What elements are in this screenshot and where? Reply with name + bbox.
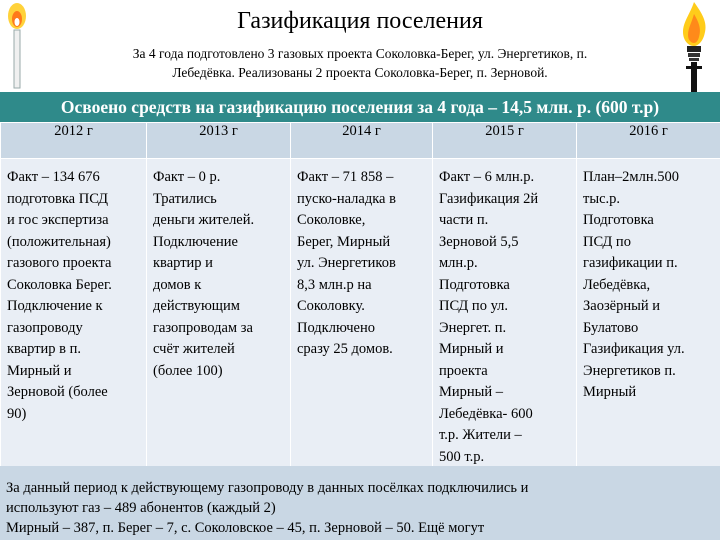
cell-line: Мирный и [7,362,72,379]
cell-line: ПСД по ул. [439,298,509,314]
cell-line: тыс.р. [583,190,621,207]
cell-line: домов к [153,276,202,293]
cell-line: квартир в п. [7,341,82,357]
cell-line: 8,3 млн.р на [297,276,372,293]
cell-line: пуско-наладка в [297,190,396,207]
cell-line: Берег, Мирный [297,233,391,250]
cell-line: Подготовка [439,276,510,293]
footer-line-1: За данный период к действующему газопроводу в данных посёлках подключились и [6,480,529,496]
cell-2014 [291,159,433,469]
cell-line: Энергет. п. [439,319,507,336]
cell-line: (более 100) [153,362,223,379]
cell-line: Факт – 134 676 [7,169,100,185]
cell-line: Зерновой 5,5 [439,233,519,250]
cell-line: Газификация ул. [583,341,685,357]
cell-2012 [1,159,147,469]
cell-line: млн.р. [439,255,478,271]
cell-line: Энергетиков п. [583,362,676,379]
cell-line: подготовка ПСД [7,190,109,207]
cell-line: Зерновой (более [7,384,108,400]
cell-line: 500 т.р. [439,448,485,465]
cell-line: газопроводам за [153,319,253,336]
year-2012-header: 2012 г [1,123,147,159]
cell-line: Мирный [583,384,637,400]
slide-header [0,0,720,92]
details-row [1,159,720,469]
cell-line: (положительная) [7,233,111,250]
summary-footer [0,466,720,540]
cell-line: Тратились [153,190,217,207]
year-2015-header: 2015 г [433,123,577,159]
yearly-table [0,122,720,469]
year-2016-header: 2016 г [577,123,720,159]
cell-line: сразу 25 домов. [297,341,393,357]
footer-line-2: используют газ – 489 абонентов (каждый 2) [6,500,276,516]
funding-banner: Освоено средств на газификацию поселения за 4 года – 14,5 млн. р. (600 т.р) [0,92,720,122]
page-subtitle [70,44,650,82]
cell-line: деньги жителей. [153,212,255,228]
cell-line: т.р. Жители – [439,427,522,443]
cell-line: Мирный и [439,341,504,357]
cell-line: действующим [153,298,240,314]
year-header-row [1,123,720,159]
cell-line: Лебедёвка, [583,276,651,293]
cell-line: Соколовка Берег. [7,276,112,293]
cell-line: счёт жителей [153,341,235,357]
cell-line: ПСД по [583,233,631,250]
page-title: Газификация поселения [237,8,483,34]
cell-line: Лебедёвка- 600 [439,405,533,422]
torch-flame-icon [674,0,714,100]
footer-line-3: Мирный – 387, п. Берег – 7, с. Соколовское – 45, п. Зерновой – 50. Ещё могут [6,520,485,536]
cell-line: Факт – 6 млн.р. [439,169,535,185]
cell-line: газопроводу [7,319,83,336]
cell-line: Факт – 71 858 – [297,169,394,185]
cell-2013 [147,159,291,469]
cell-line: газового проекта [7,255,112,271]
year-2014-header: 2014 г [291,123,433,159]
subtitle-line-2: Лебедёвка. Реализованы 2 проекта Соколовка-Берег, п. Зерновой. [172,65,548,80]
cell-line: Подключение к [7,298,103,314]
cell-line: 90) [7,405,27,422]
cell-2016 [577,159,720,469]
cell-line: Газификация 2й [439,190,539,207]
cell-line: Мирный – [439,384,504,400]
cell-line: газификации п. [583,255,678,271]
cell-2015 [433,159,577,469]
cell-line: ул. Энергетиков [297,255,396,271]
cell-line: План–2млн.500 [583,169,679,185]
cell-line: и гос экспертиза [7,212,109,228]
cell-line: Факт – 0 р. [153,169,221,185]
cell-line: Соколовку. [297,298,365,314]
cell-line: части п. [439,212,489,228]
cell-line: Подключено [297,319,375,336]
cell-line: Заозёрный и [583,298,661,314]
year-2013-header: 2013 г [147,123,291,159]
cell-line: проекта [439,362,488,379]
cell-line: Соколовке, [297,212,366,228]
cell-line: квартир и [153,255,213,271]
subtitle-line-1: За 4 года подготовлено 3 газовых проекта Соколовка-Берег, ул. Энергетиков, п. [132,46,588,61]
cell-line: Подключение [153,233,238,250]
cell-line: Подготовка [583,212,654,228]
cell-line: Булатово [583,319,639,336]
